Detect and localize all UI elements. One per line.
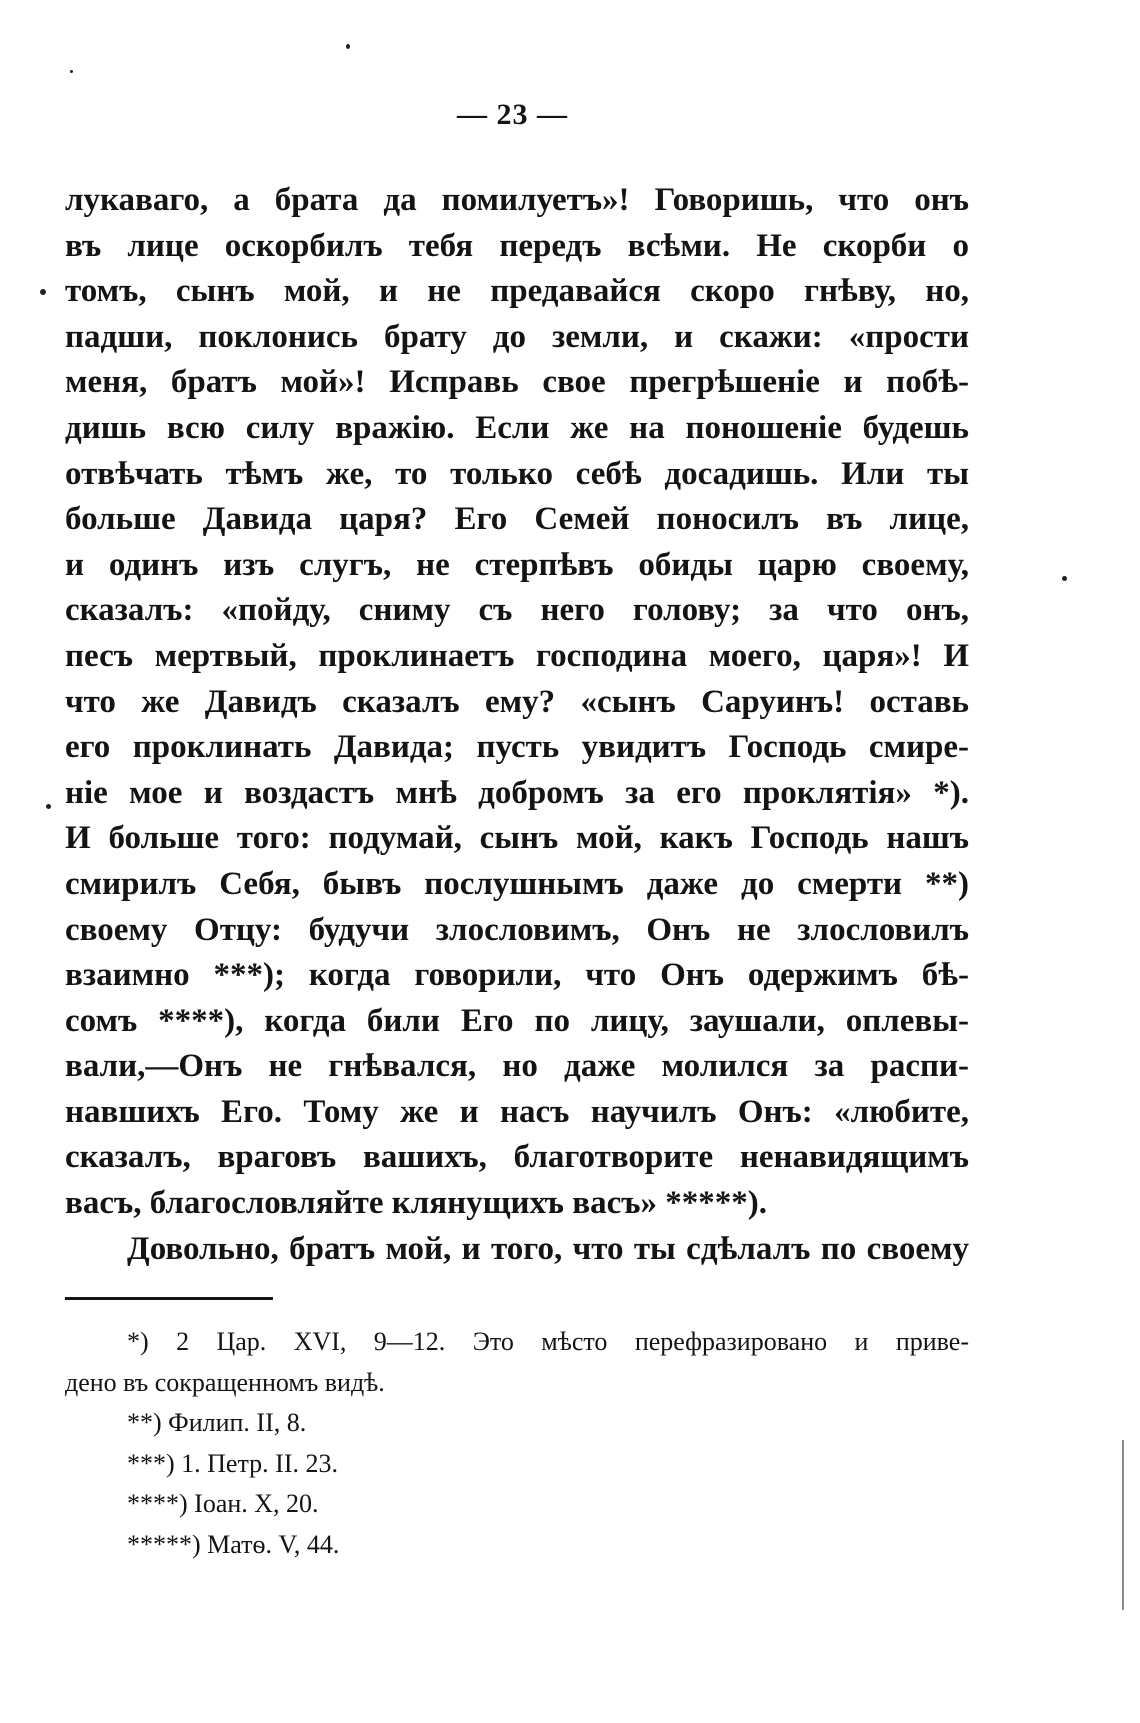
text-line: въ лице оскорбилъ тебя передъ всѣми. Не скорби о	[65, 227, 969, 264]
footnote-line: дено въ сокращенномъ видѣ.	[65, 1367, 385, 1397]
text-line: навшихъ Его. Тому же и насъ научилъ Онъ: «любите,	[65, 1093, 969, 1130]
text-line: вали,—Онъ не гнѣвался, но даже молился за распи-	[65, 1048, 969, 1085]
footnote-line: *) 2 Цар. XVI, 9—12. Это мѣсто перефразировано и приве-	[127, 1327, 969, 1356]
text-line: своему Отцу: будучи злословимъ, Онъ не злословилъ	[65, 911, 969, 948]
footnote-divider	[65, 1297, 273, 1300]
footnote-line: *****) Матѳ. V, 44.	[127, 1529, 340, 1559]
text-line: томъ, сынъ мой, и не предавайся скоро гнѣву, но,	[65, 273, 969, 310]
text-line: что же Давидъ сказалъ ему? «сынъ Саруинъ! оставь	[65, 683, 969, 720]
footnote-line: ***) 1. Петр. II. 23.	[127, 1448, 338, 1478]
text-line: больше Давида царя? Его Семей поносилъ въ лице,	[65, 501, 969, 538]
footnotes	[65, 1322, 969, 1565]
text-line: сказалъ, враговъ вашихъ, благотворите ненавидящимъ	[65, 1139, 969, 1176]
text-line: смирилъ Себя, бывъ послушнымъ даже до смерти **)	[65, 865, 969, 902]
text-line: И больше того: подумай, сынъ мой, какъ Господь нашъ	[65, 820, 969, 857]
main-text	[65, 178, 969, 1272]
scan-speck	[46, 804, 51, 809]
text-line: отвѣчать тѣмъ же, то только себѣ досадишь. Или ты	[65, 455, 969, 492]
scan-speck	[1062, 576, 1067, 581]
scan-speck	[1122, 1440, 1124, 1610]
text-line: сомъ ****), когда били Его по лицу, заушали, оплевы-	[65, 1002, 969, 1039]
text-line: лукаваго, а брата да помилуетъ»! Говоришь, что онъ	[65, 182, 969, 218]
text-line: меня, братъ мой»! Исправь свое прегрѣшеніе и побѣ-	[65, 364, 969, 401]
scan-speck	[70, 70, 73, 73]
text-line: взаимно ***); когда говорили, что Онъ одержимъ бѣ-	[65, 957, 969, 994]
scan-speck	[40, 289, 46, 295]
text-line: и одинъ изъ слугъ, не стерпѣвъ обиды царю своему,	[65, 546, 969, 583]
text-line: сказалъ: «пойду, сниму съ него голову; за что онъ,	[65, 592, 969, 629]
text-line: его проклинать Давида; пусть увидитъ Господь смире-	[65, 729, 969, 766]
text-line: ніе мое и воздастъ мнѣ добромъ за его проклятія» *).	[65, 774, 969, 811]
text-line: падши, поклонись брату до земли, и скажи: «прости	[65, 318, 969, 355]
page-number: — 23 —	[457, 98, 568, 131]
text-line: дишь всю силу вражію. Если же на поношеніе будешь	[65, 409, 969, 446]
text-line: песъ мертвый, проклинаетъ господина моего, царя»! И	[65, 637, 969, 674]
footnote-line: ****) Іоан. X, 20.	[127, 1489, 319, 1518]
text-line: васъ, благословляйте клянущихъ васъ» *****).	[65, 1185, 767, 1222]
paragraph-start-line: Довольно, братъ мой, и того, что ты сдѣлалъ по своему	[127, 1230, 969, 1267]
footnote-line: **) Филип. II, 8.	[127, 1408, 307, 1437]
scan-speck	[346, 44, 350, 49]
